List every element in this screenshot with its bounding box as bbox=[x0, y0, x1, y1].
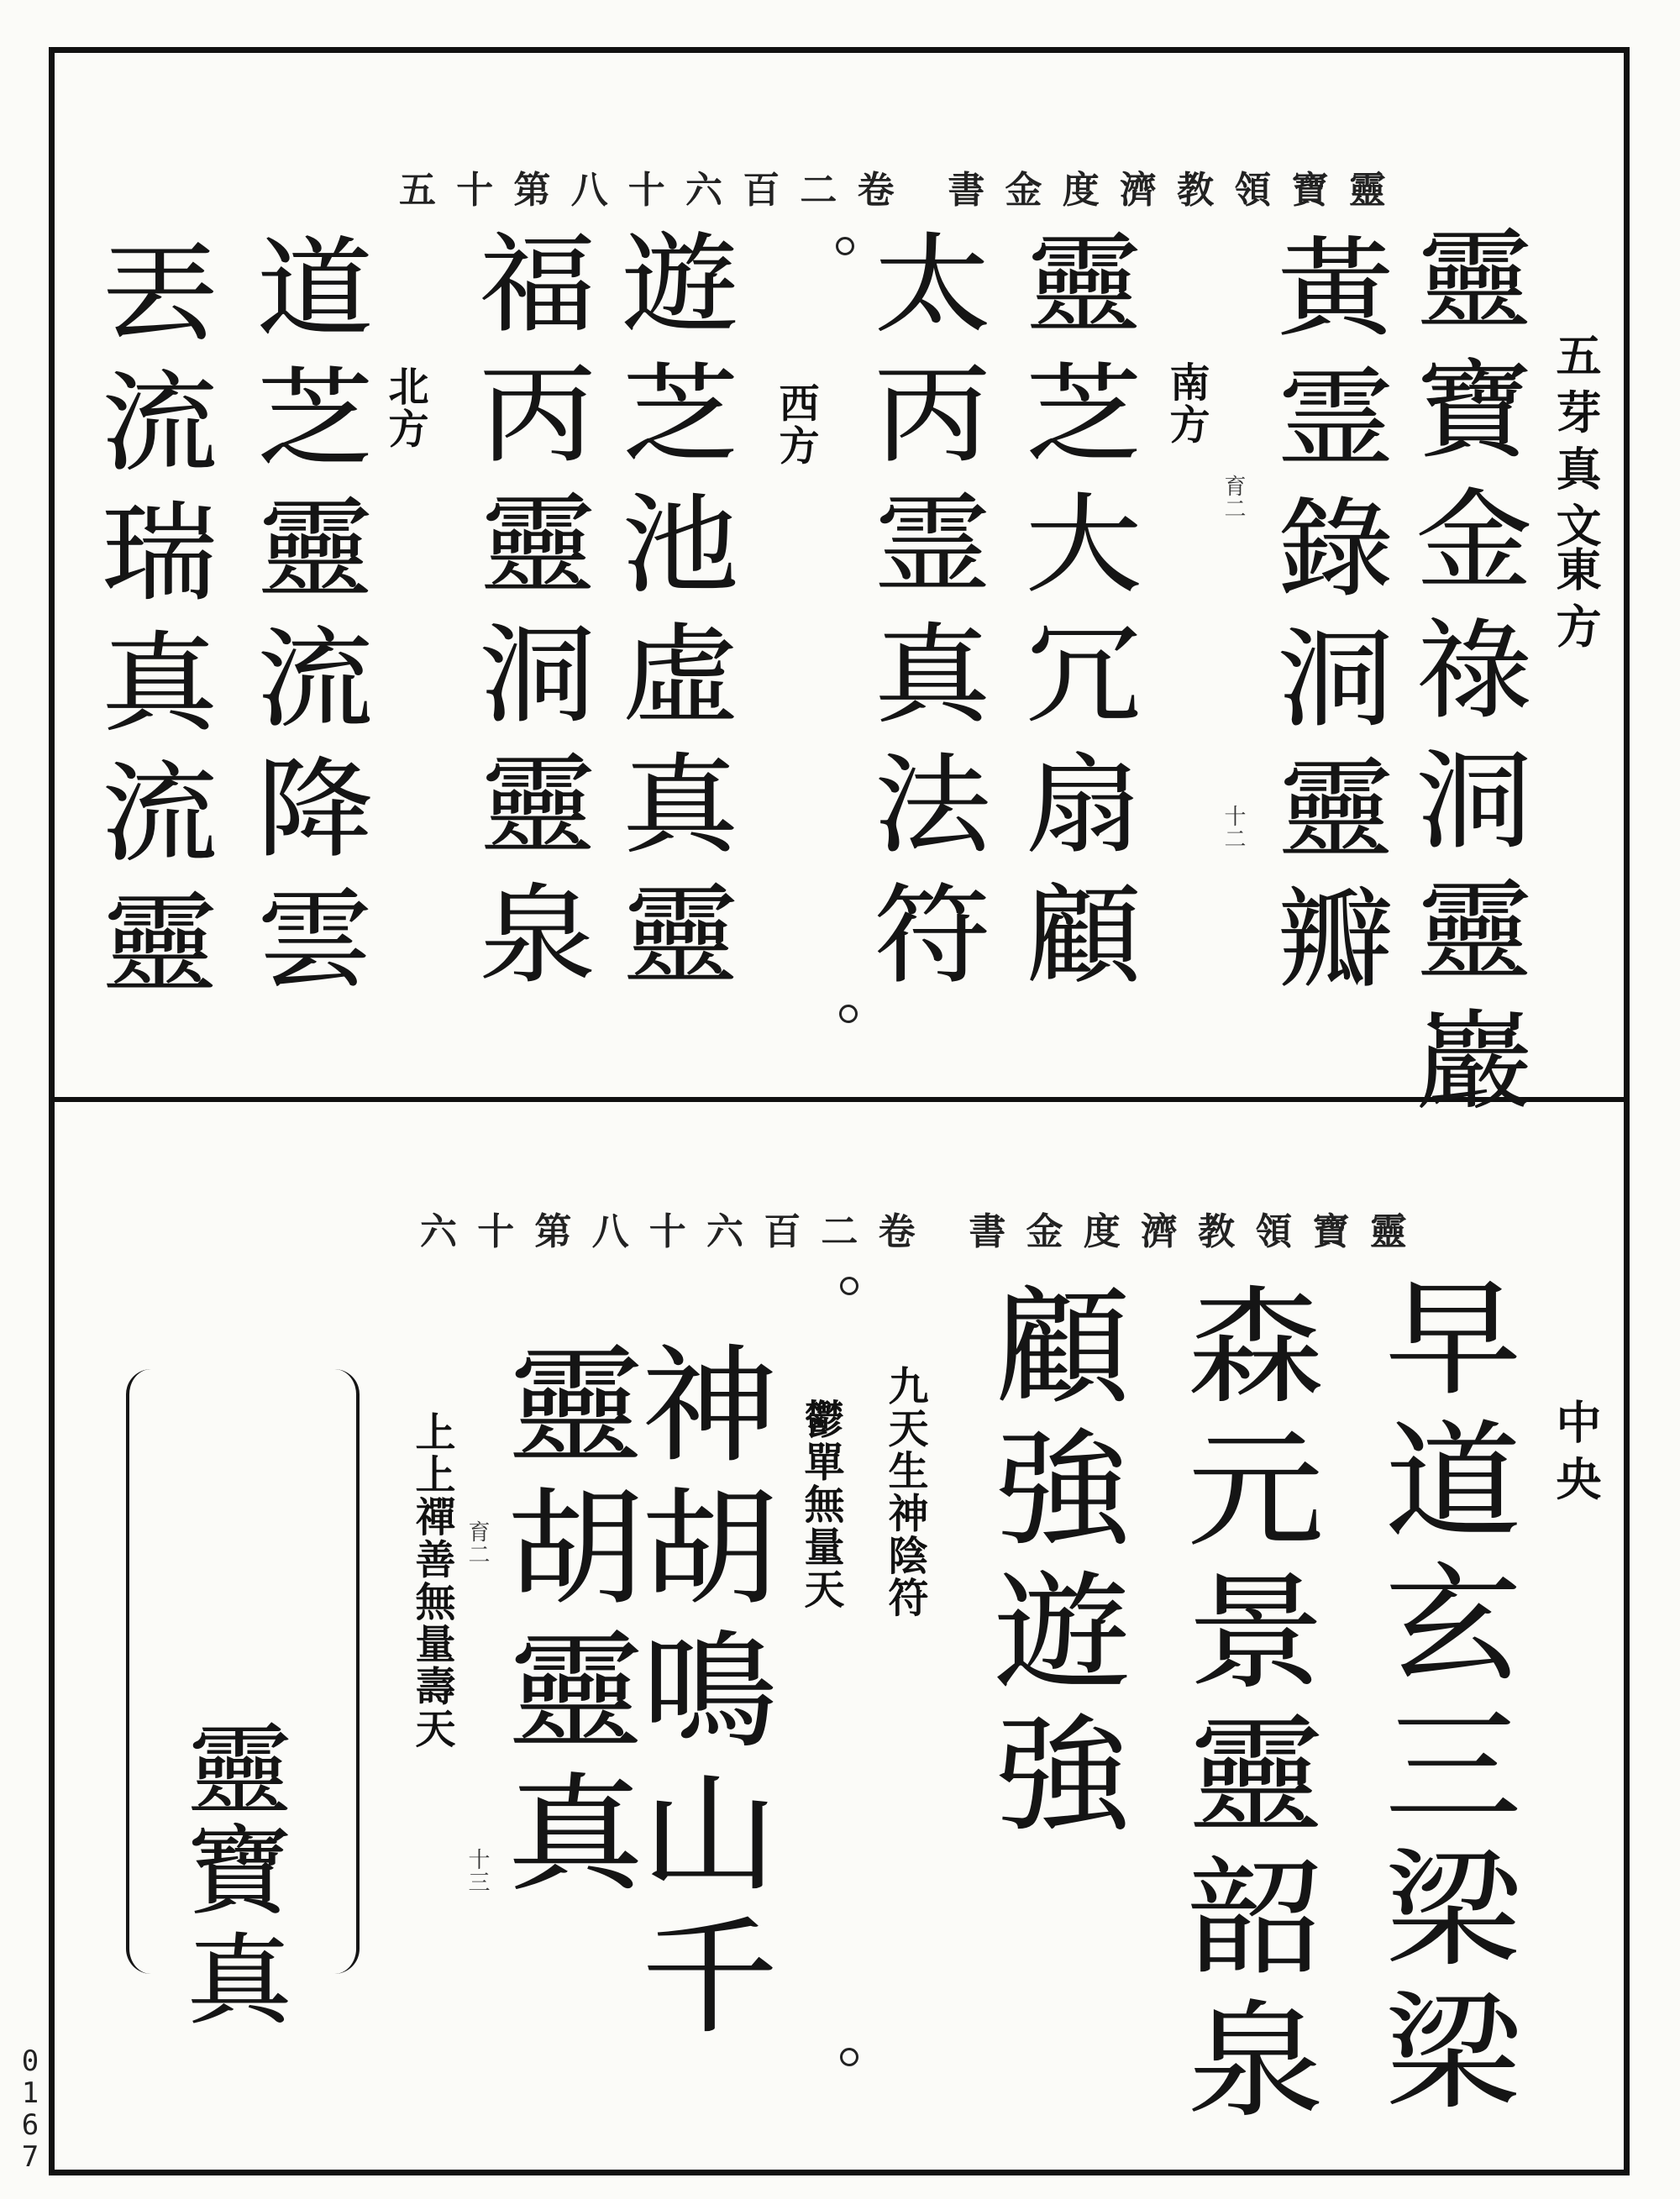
seal-glyph: 神 bbox=[641, 1334, 778, 1480]
talisman-glyph: 靈 bbox=[186, 1714, 292, 1828]
seal-glyph: 三 bbox=[1384, 1695, 1521, 1841]
seal-column bbox=[1411, 218, 1537, 1130]
subtitle-line-1: 九天生神陰符 bbox=[881, 1365, 928, 1619]
seal-glyph: 丙 bbox=[874, 353, 991, 478]
seal-column bbox=[1273, 227, 1399, 1008]
seal-glyph: 祿 bbox=[1415, 609, 1533, 734]
seal-glyph: 泉 bbox=[479, 874, 596, 999]
south-label: 南方 bbox=[1163, 361, 1210, 446]
seal-glyph: 芝 bbox=[622, 353, 739, 478]
seal-glyph: 靈 bbox=[1277, 748, 1394, 873]
middle-divider bbox=[49, 1097, 1630, 1102]
seal-glyph: 靈 bbox=[507, 1334, 643, 1480]
seal-glyph: 扇 bbox=[1025, 743, 1142, 869]
seal-glyph: 洞 bbox=[1277, 617, 1394, 743]
talisman-glyph: 寶 bbox=[186, 1815, 292, 1929]
seal-glyph: 金 bbox=[1415, 479, 1533, 604]
seal-column bbox=[991, 1277, 1134, 1848]
center-label: 中央 bbox=[1549, 1399, 1603, 1512]
seal-column bbox=[638, 1336, 781, 2049]
seal-glyph: 強 bbox=[994, 1703, 1131, 1850]
seal-glyph: 寶 bbox=[1415, 349, 1533, 474]
seal-column bbox=[1184, 1277, 1327, 2133]
seal-column bbox=[97, 231, 223, 1012]
seal-glyph: 玄 bbox=[1384, 1552, 1521, 1698]
subtitle-line-2: 鬱單無量天 bbox=[797, 1399, 844, 1610]
seal-glyph: 早 bbox=[1384, 1267, 1521, 1413]
seal-glyph: 梁 bbox=[1384, 1981, 1521, 2127]
binding-hole bbox=[840, 1277, 858, 1295]
seal-glyph: 靈 bbox=[256, 487, 374, 612]
north-label: 北方 bbox=[381, 365, 428, 450]
seal-glyph: 冗 bbox=[1025, 613, 1142, 738]
seal-glyph: 靈 bbox=[507, 1619, 643, 1766]
seal-glyph: 山 bbox=[641, 1762, 778, 1908]
seal-column bbox=[1382, 1268, 1525, 2125]
margin-note: 育二 bbox=[1221, 475, 1246, 521]
seal-glyph: 韶 bbox=[1187, 1846, 1324, 1992]
page-digit: 7 bbox=[21, 2140, 39, 2174]
seal-column bbox=[1021, 223, 1147, 1004]
seal-glyph: 法 bbox=[874, 743, 991, 869]
seal-glyph: 景 bbox=[1187, 1561, 1324, 1707]
subtitle-line-3: 上上禪善無量壽天 bbox=[408, 1411, 455, 1750]
margin-note: 十三 bbox=[465, 1848, 490, 1894]
seal-column bbox=[252, 227, 378, 1008]
seal-glyph: 霊 bbox=[874, 483, 991, 608]
seal-glyph: 洞 bbox=[479, 613, 596, 738]
page-digit: 1 bbox=[21, 2076, 39, 2110]
bottom-running-header: 六十第八十六百二卷 書金度濟教領寶靈 bbox=[420, 1210, 1427, 1253]
binding-hole bbox=[836, 237, 854, 255]
seal-glyph: 顧 bbox=[994, 1275, 1131, 1421]
seal-glyph: 靈 bbox=[622, 874, 739, 999]
seal-glyph: 錄 bbox=[1277, 487, 1394, 612]
page-number bbox=[15, 2045, 45, 2173]
seal-column bbox=[475, 223, 601, 1004]
seal-glyph: 梁 bbox=[1384, 1838, 1521, 1984]
page-digit: 0 bbox=[21, 2044, 39, 2078]
seal-glyph: 霊 bbox=[1277, 357, 1394, 482]
seal-glyph: 靈 bbox=[1415, 218, 1533, 344]
seal-glyph: 遊 bbox=[994, 1561, 1131, 1707]
seal-glyph: 大 bbox=[1025, 483, 1142, 608]
seal-glyph: 黃 bbox=[1277, 227, 1394, 352]
seal-glyph: 真 bbox=[507, 1762, 643, 1908]
seal-glyph: 鳴 bbox=[641, 1619, 778, 1766]
seal-glyph: 顧 bbox=[1025, 874, 1142, 999]
seal-glyph: 芝 bbox=[256, 357, 374, 482]
title-label: 五芽真文 bbox=[1549, 332, 1603, 559]
seal-glyph: 胡 bbox=[641, 1477, 778, 1623]
seal-glyph: 靈 bbox=[1187, 1703, 1324, 1850]
east-label: 東方 bbox=[1549, 546, 1603, 659]
seal-glyph: 雲 bbox=[256, 878, 374, 1003]
seal-column bbox=[869, 223, 995, 1004]
seal-glyph: 太 bbox=[874, 223, 991, 348]
seal-glyph: 森 bbox=[1187, 1275, 1324, 1421]
seal-glyph: 池 bbox=[622, 483, 739, 608]
seal-glyph: 靈 bbox=[479, 483, 596, 608]
binding-hole bbox=[839, 1005, 858, 1023]
seal-glyph: 巖 bbox=[1415, 1000, 1533, 1125]
seal-glyph: 元 bbox=[1187, 1418, 1324, 1564]
seal-column bbox=[504, 1336, 647, 1907]
seal-glyph: 泉 bbox=[1187, 1989, 1324, 2135]
seal-glyph: 虛 bbox=[622, 613, 739, 738]
west-label: 西方 bbox=[772, 382, 819, 467]
seal-glyph: 流 bbox=[256, 617, 374, 743]
seal-glyph: 真 bbox=[874, 613, 991, 738]
margin-note: 育二 bbox=[465, 1520, 490, 1567]
seal-glyph: 靈 bbox=[1025, 223, 1142, 348]
seal-glyph: 降 bbox=[256, 748, 374, 873]
seal-glyph: 真 bbox=[622, 743, 739, 869]
seal-column bbox=[617, 223, 743, 1004]
binding-hole bbox=[840, 2048, 858, 2066]
seal-glyph: 道 bbox=[1384, 1409, 1521, 1556]
seal-glyph: 靈 bbox=[101, 882, 218, 1007]
margin-note: 十二 bbox=[1221, 805, 1246, 851]
seal-glyph: 胡 bbox=[507, 1477, 643, 1623]
seal-glyph: 真 bbox=[101, 622, 218, 747]
seal-glyph: 千 bbox=[641, 1905, 778, 2051]
seal-glyph: 瓣 bbox=[1277, 878, 1394, 1003]
seal-glyph: 瑞 bbox=[101, 491, 218, 617]
seal-glyph: 流 bbox=[101, 361, 218, 486]
seal-glyph: 靈 bbox=[1415, 869, 1533, 995]
seal-glyph: 福 bbox=[479, 223, 596, 348]
page-digit: 6 bbox=[21, 2108, 39, 2142]
seal-glyph: 流 bbox=[101, 752, 218, 877]
seal-glyph: 強 bbox=[994, 1418, 1131, 1564]
seal-glyph: 道 bbox=[256, 227, 374, 352]
talisman-glyph: 真 bbox=[186, 1924, 292, 2038]
top-running-header: 五十第八十六百二卷 書金度濟教領寶靈 bbox=[399, 169, 1406, 212]
seal-glyph: 靈 bbox=[479, 743, 596, 869]
seal-glyph: 芝 bbox=[1025, 353, 1142, 478]
seal-glyph: 遊 bbox=[622, 223, 739, 348]
seal-glyph: 丙 bbox=[479, 353, 596, 478]
seal-glyph: 符 bbox=[874, 874, 991, 999]
seal-glyph: 洞 bbox=[1415, 739, 1533, 864]
seal-glyph: 丟 bbox=[101, 231, 218, 356]
